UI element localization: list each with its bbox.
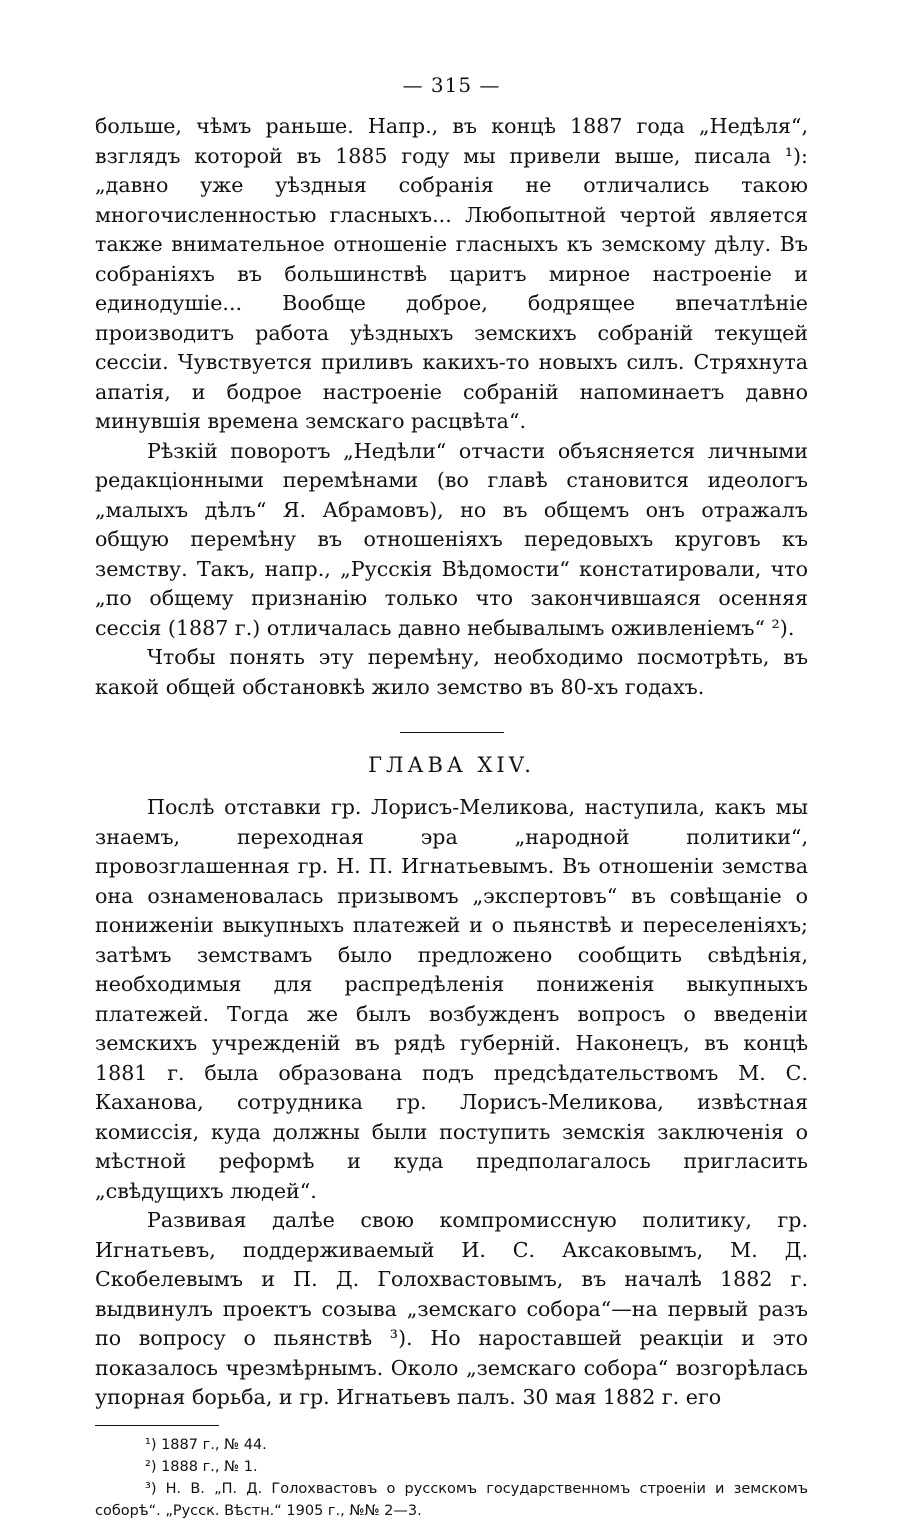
chapter-title: ГЛАВА XIV. (368, 753, 535, 777)
footnote: ¹) 1887 г., № 44. (145, 1436, 267, 1453)
paragraph: Послѣ отставки гр. Лорисъ-Меликова, наступила, какъ мы знаемъ, переходная эра „народной политики“, провозглашенная гр. Н. П. Игнатьевымъ. Въ отношеніи земства она ознаменовалась призывомъ „экспертовъ“ въ совѣщаніе о пониженіи выкупныхъ платежей и о пьянствѣ и переселеніяхъ; затѣмъ земствамъ было предложено сообщить свѣдѣнія, необходимыя для распредѣленія пониженія выкупныхъ платежей. Тогда же былъ возбужденъ вопросъ о введеніи земскихъ учрежденій въ рядѣ губерній. Наконецъ, въ концѣ 1881 г. была образована подъ предсѣдательствомъ М. С. Каханова, сотрудника гр. Лорисъ-Меликова, извѣстная комиссія, куда должны были поступить земскія заключенія о мѣстной реформѣ и куда предполагалось пригласить „свѣдущихъ людей“. (95, 795, 808, 1203)
footnote: ³) Н. В. „П. Д. Голохвастовъ о русскомъ государственномъ строеніи и земскомъ соборѣ“. „Русск. Вѣстн.“ 1905 г., №№ 2—3. (95, 1480, 808, 1519)
paragraph: Развивая далѣе свою компромиссную политику, гр. Игнатьевъ, поддерживаемый И. С. Аксаковымъ, М. Д. Скобелевымъ и П. Д. Голохвастовымъ, въ началѣ 1882 г. выдвинулъ проектъ созыва „земскаго собора“—на первый разъ по вопросу о пьянствѣ ³). Но нароставшей реакціи и это показалось чрезмѣрнымъ. Около „земскаго собора“ возгорѣлась упорная борьба, и гр. Игнатьевъ палъ. 30 мая 1882 г. его (95, 1208, 808, 1409)
section-divider (400, 732, 504, 733)
page-number: — 315 — (402, 73, 501, 97)
paragraph-continued: больше, чѣмъ раньше. Напр., въ концѣ 1887 года „Недѣля“, взглядъ которой въ 1885 году мы привели выше, писала ¹): „давно уже уѣздныя собранія не отличались такою многочисленностью гласныхъ... Любопытной чертой является также внимательное отношеніе гласныхъ къ земскому дѣлу. Въ собраніяхъ въ большинствѣ царитъ мирное настроеніе и единодушіе... Вообще доброе, бодрящее впечатлѣніе производитъ работа уѣздныхъ земскихъ собраній текущей сессіи. Чувствуется приливъ какихъ-то новыхъ силъ. Стряхнута апатія, и бодрое настроеніе собраній напоминаетъ давно минувшія времена земскаго расцвѣта“. (95, 114, 808, 433)
paragraph: Рѣзкій поворотъ „Недѣли“ отчасти объясняется личными редакціонными перемѣнами (во главѣ становится идеологъ „малыхъ дѣлъ“ Я. Абрамовъ), но въ общемъ онъ отражалъ общую перемѣну въ отношеніяхъ передовыхъ круговъ къ земству. Такъ, напр., „Русскія Вѣдомости“ констатировали, что „по общему признанію только что закончившаяся осенняя сессія (1887 г.) отличалась давно небывалымъ оживленіемъ“ ²). (95, 438, 808, 640)
footnote: ²) 1888 г., № 1. (145, 1458, 258, 1475)
paragraph: Чтобы понять эту перемѣну, необходимо посмотрѣть, въ какой общей обстановкѣ жило земство въ 80-хъ годахъ. (95, 645, 808, 699)
book-page (95, 72, 808, 1519)
footnote-divider (95, 1425, 219, 1426)
